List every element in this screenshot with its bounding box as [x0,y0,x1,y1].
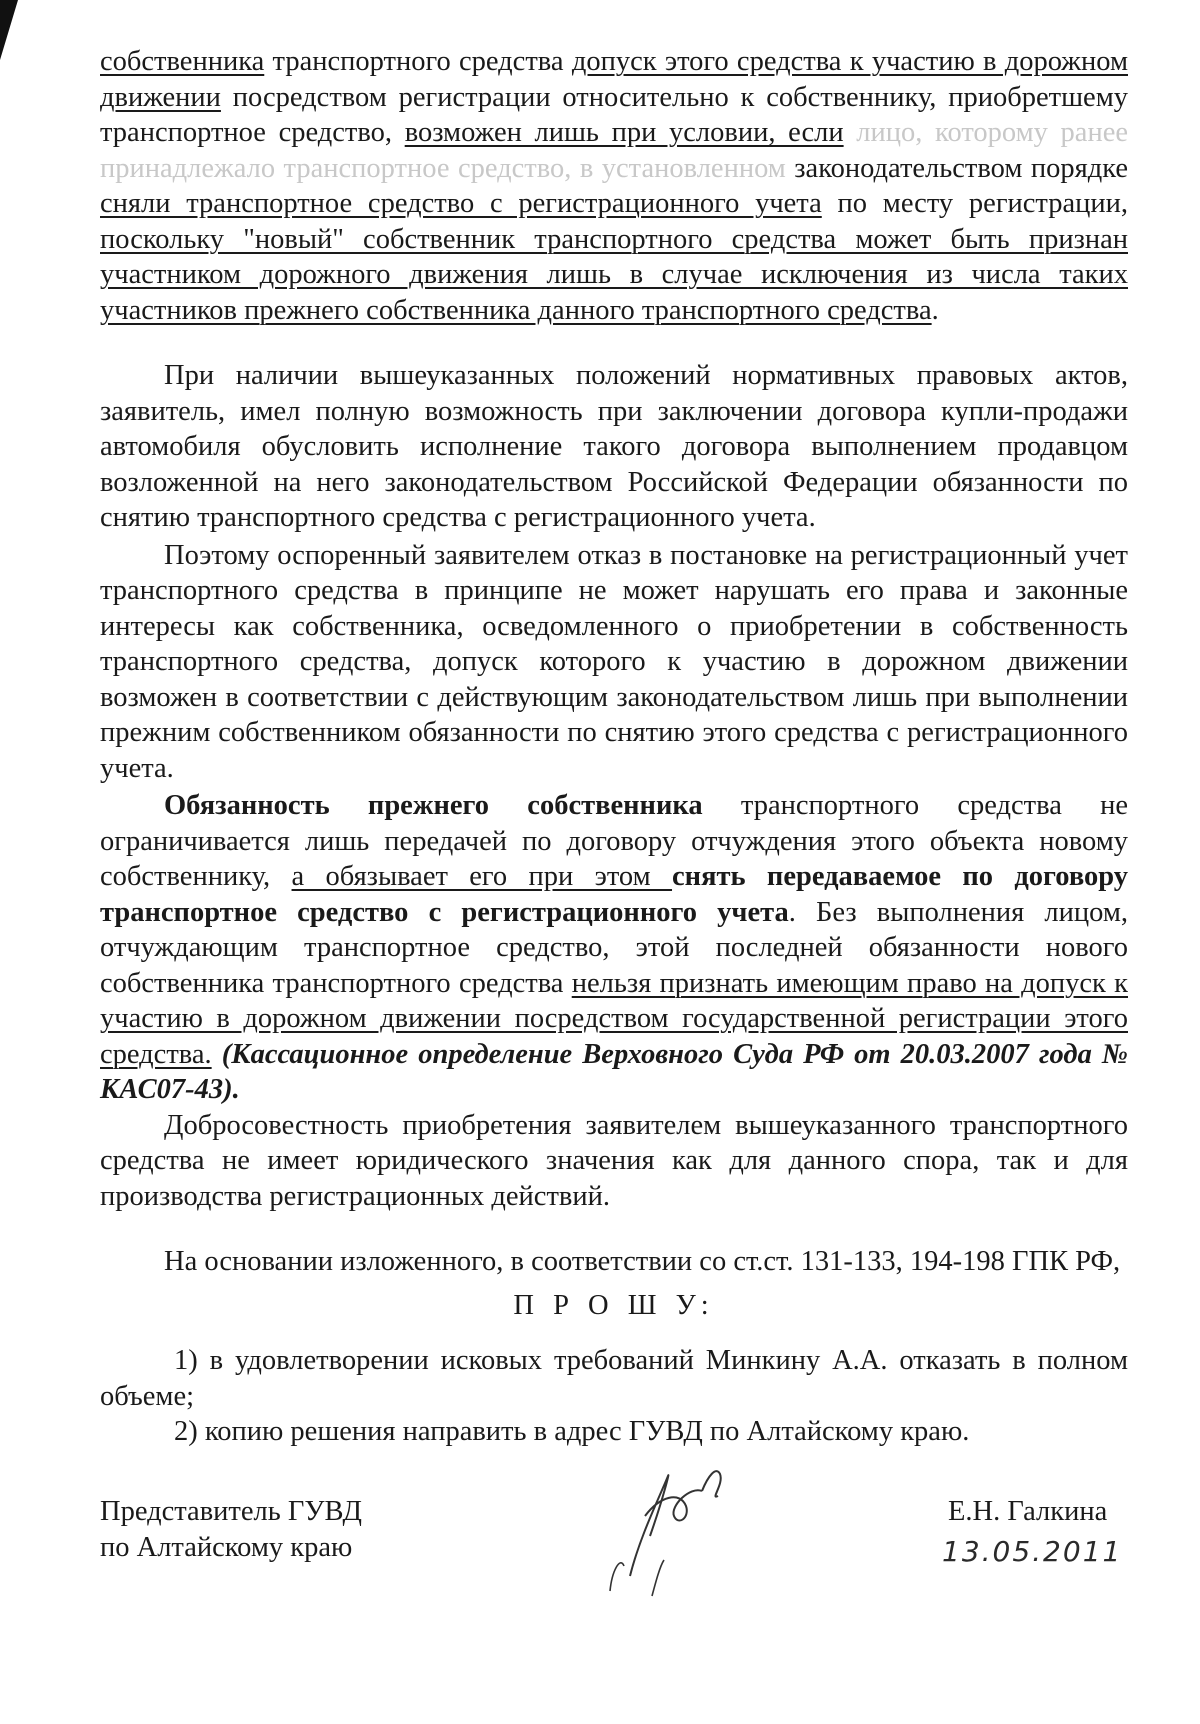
p1-text-2: посредством регистрации относительно к собственнику, приобретшему транспортное средство, [100,81,1128,148]
p4-space [212,1039,222,1070]
handwritten-signature-icon [590,1456,760,1606]
scan-corner-mark [0,0,18,60]
paragraph-6: На основании изложенного, в соответствии со ст.ст. 131-133, 194-198 ГПК РФ, [164,1246,1121,1277]
p1-end: . [931,294,939,326]
p1-deregister: сняли транспортное средство с регистрационного учета [100,188,822,219]
signature-block [100,1494,1128,1634]
p1-admission: допуск этого средства к участию в дорожном движении [100,46,1128,113]
p1-owner: собственника [100,46,265,77]
paragraph-1 [100,44,1128,328]
paragraph-3: Поэтому оспоренный заявителем отказ в постановке на регистрационный учет транспортного средства в принципе не может нарушать его права и законные интересы как собственника, осведомленного о приобретении в собственность транспортного средства, допуск которого к участию в дорожном движении возможен в соответствии с действующим законодательством лишь при выполнении прежним собственником обязанности по снятию этого средства с регистрационного учета. [100,539,1128,784]
p4-text-2: . Без выполнения лицом, отчуждающим транспортное средство, этой последней обязанности нового собственника транспортного средства [100,896,1128,999]
paragraph-2: При наличии вышеуказанных положений нормативных правовых актов, заявитель, имел полную возможность при заключении договора купли-продажи автомобиля обусловить исполнение такого договора выполнением продавцом возложенной на него законодательством Российской Федерации обязанности по снятию транспортного средства с регистрационного учета. [100,360,1128,533]
p4-no-right: нельзя признать имеющим право на допуск к участию в дорожном движении посредством государственной регистрации этого средства. [100,967,1128,1070]
p4-obligation: Обязанность прежнего собственника [164,790,703,821]
p1-text-1: транспортного средства [264,46,572,77]
paragraph-5: Добросовестность приобретения заявителем вышеуказанного транспортного средства не имеет юридического значения как для данного спора, так и для производства регистрационных действий. [100,1109,1128,1212]
p4-deregister: снять передаваемое по договору транспортное средство с регистрационного учета [100,861,1128,928]
request-title: П Р О Ш У: [513,1289,715,1321]
p4-text-1: транспортного средства не ограничивается лишь передачей по договору отчуждения этого объекта новому собственнику, [100,790,1129,892]
p1-condition: возможен лишь при условии, если [404,117,844,148]
signature-date: 13.05.2011 [942,1534,1123,1568]
p4-citation: (Кассационное определение Верховного Суда РФ от 20.03.2007 года № КАС07-43). [100,1038,1128,1105]
representative-line-2: по Алтайскому краю [100,1531,353,1563]
p1-faded-line: лицо, которому ранее принадлежало транспортное средство, в установленном [100,117,1129,184]
request-item-2: 2) копию решения направить в адрес ГУВД по Алтайскому краю. [174,1416,970,1447]
request-item-1: 1) в удовлетворении исковых требований Минкину А.А. отказать в полном объеме; [100,1345,1128,1412]
paragraph-4 [100,788,1128,1108]
representative [100,1494,362,1566]
p1-new-owner: поскольку "новый" собственник транспортного средства может быть признан участником дорожного движения лишь в случае исключения из числа таких участников прежнего собственника данного транспортного средства [100,223,1128,326]
document-page [100,44,1128,1634]
signer-name: Е.Н. Галкина [948,1495,1108,1527]
representative-line-1: Представитель ГУВД [100,1495,362,1527]
p1-text-4: по месту регистрации, [821,188,1128,219]
p1-text-3: законодательством порядке [785,152,1128,184]
p4-obliges: а обязывает его при этом [291,861,673,892]
